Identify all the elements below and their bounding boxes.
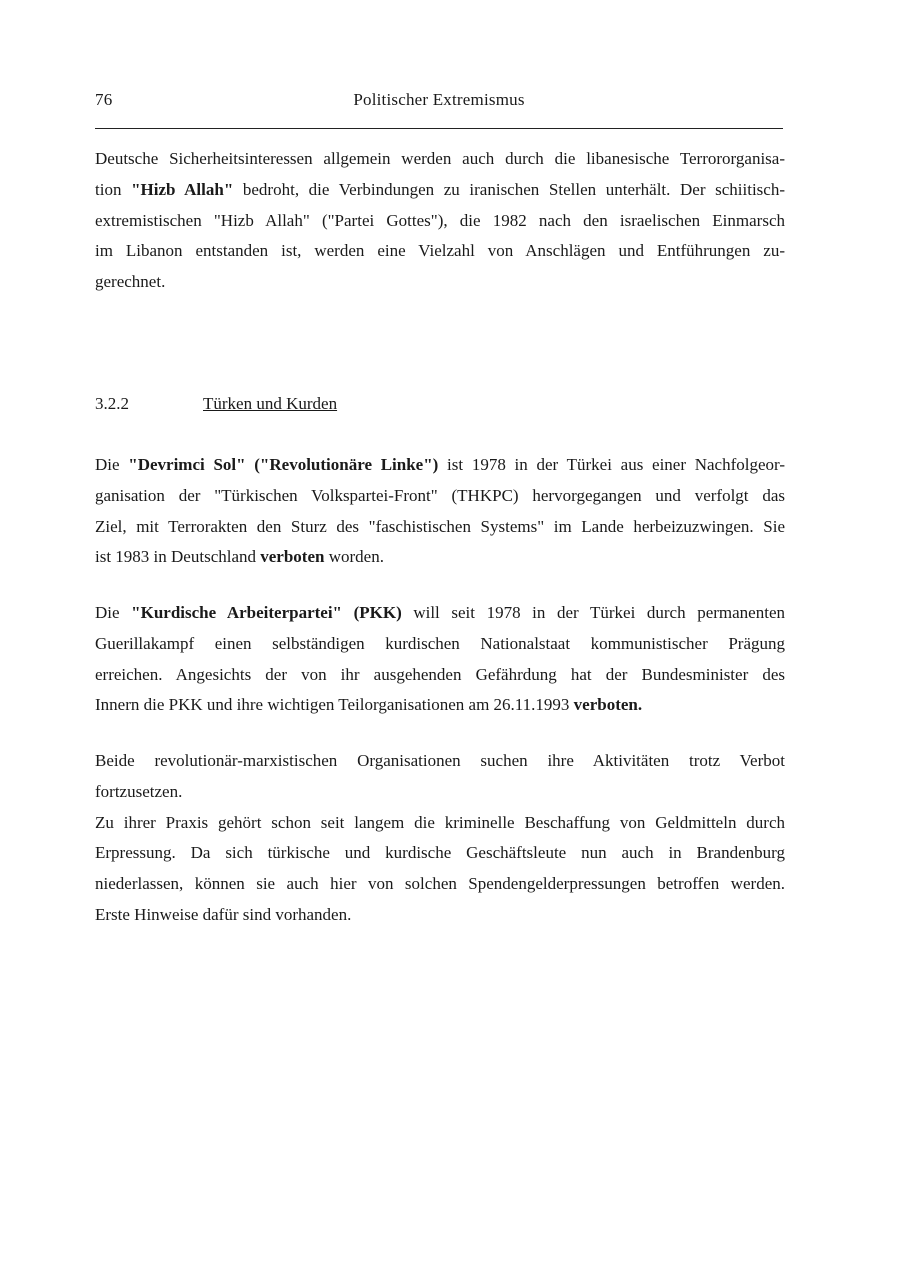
- section-title: Türken und Kurden: [203, 394, 338, 413]
- text-line: tion "Hizb Allah" bedroht, die Verbindungen zu iranischen Stellen unterhält. Der schiitisch-: [95, 179, 785, 199]
- bold-term: verboten.: [573, 695, 643, 715]
- text-line: niederlassen, können sie auch hier von solchen Spendengelderpressungen betroffen werden.: [95, 874, 785, 894]
- text-line: gerechnet.: [95, 272, 166, 292]
- paragraph-hizb-allah: [95, 144, 785, 298]
- text-line: Beide revolutionär-marxistischen Organisationen suchen ihre Aktivitäten trotz Verbot: [95, 751, 785, 770]
- text-line: Die "Kurdische Arbeiterpartei" (PKK) will seit 1978 in der Türkei durch permanenten: [95, 603, 785, 622]
- text-line: fortzusetzen.: [95, 781, 183, 801]
- bold-term: "Kurdische Arbeiterpartei" (PKK): [131, 603, 402, 622]
- bold-term: "Devrimci Sol" ("Revolutionäre Linke"): [128, 455, 439, 474]
- text-line: Innern die PKK und ihre wichtigen Teilorganisationen am 26.11.1993 verboten.: [95, 695, 643, 715]
- page-number: 76: [95, 90, 113, 109]
- bold-term: verboten: [260, 547, 325, 567]
- paragraph-pkk: [95, 598, 785, 721]
- text-line: im Libanon entstanden ist, werden eine Vielzahl von Anschlägen und Entführungen zu-: [95, 241, 785, 261]
- bold-term: "Hizb Allah": [131, 179, 234, 199]
- paragraph-activities: [95, 746, 785, 931]
- text-line: erreichen. Angesichts der von ihr ausgehenden Gefährdung hat der Bundesminister des: [95, 664, 785, 684]
- header-rule: [95, 128, 783, 129]
- paragraph-devrimci-sol: [95, 450, 785, 573]
- text-line: Erpressung. Da sich türkische und kurdische Geschäftsleute nun auch in Brandenburg: [95, 843, 785, 863]
- text-line: Ziel, mit Terrorakten den Sturz des "faschistischen Systems" im Lande herbeizuzwingen. Sie: [95, 516, 785, 536]
- running-title: Politischer Extremismus: [353, 90, 525, 109]
- text-line: Deutsche Sicherheitsinteressen allgemein werden auch durch die libanesische Terrororganisa-: [95, 149, 785, 168]
- text-line: extremistischen "Hizb Allah" ("Partei Gottes"), die 1982 nach den israelischen Einmarsch: [95, 210, 785, 230]
- text-line: Die "Devrimci Sol" ("Revolutionäre Linke") ist 1978 in der Türkei aus einer Nachfolgeor-: [95, 455, 785, 474]
- text-line: ganisation der "Türkischen Volkspartei-Front" (THKPC) hervorgegangen und verfolgt das: [95, 485, 785, 505]
- text-line: Erste Hinweise dafür sind vorhanden.: [95, 904, 352, 924]
- text-line: Guerillakampf einen selbständigen kurdischen Nationalstaat kommunistischer Prägung: [95, 633, 785, 653]
- text-line: Zu ihrer Praxis gehört schon seit langem die kriminelle Beschaffung von Geldmitteln durch: [95, 812, 785, 832]
- text-line: ist 1983 in Deutschland verboten worden.: [95, 547, 384, 567]
- section-number: 3.2.2: [95, 394, 129, 413]
